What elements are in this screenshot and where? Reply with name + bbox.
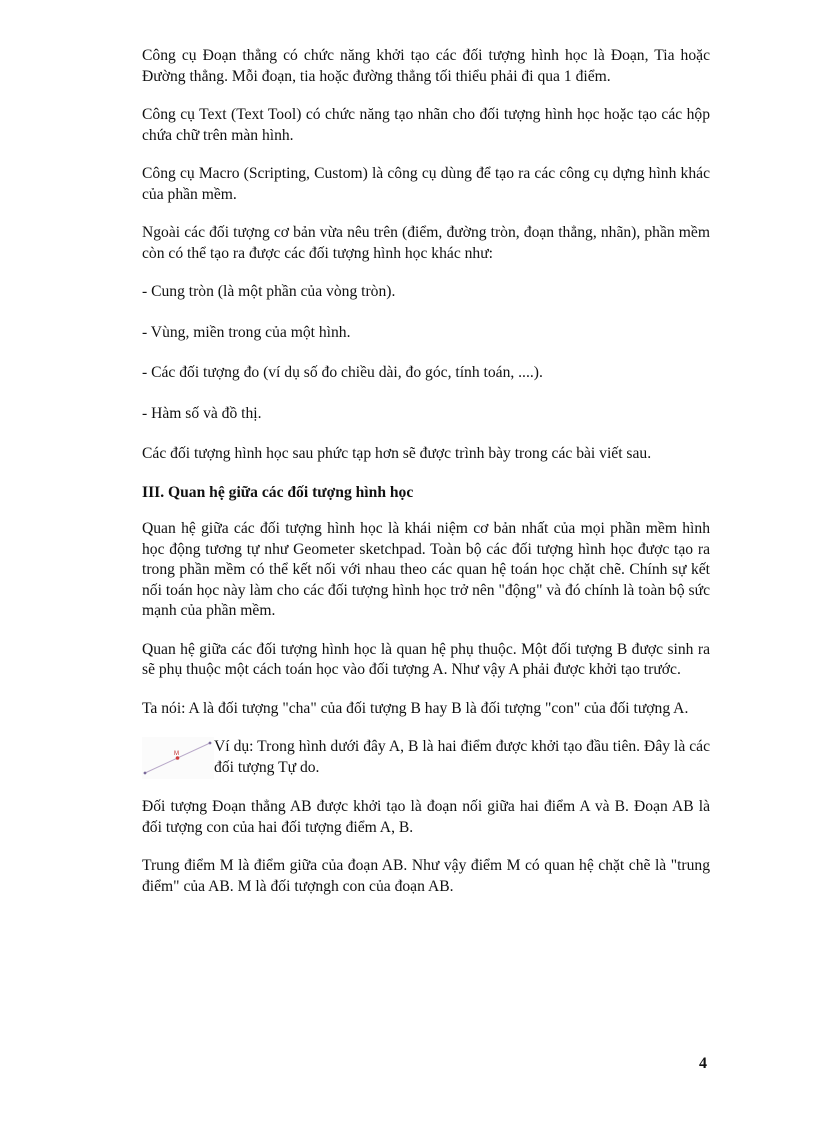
paragraph: Quan hệ giữa các đối tượng hình học là quan hệ phụ thuộc. Một đối tượng B được sinh ra sẽ phụ thuộc một cách toán học vào đối tượng A. Như vậy A phải được khởi tạo trước. xyxy=(142,640,710,678)
paragraph: Công cụ Text (Text Tool) có chức năng tạo nhãn cho đối tượng hình học hoặc tạo các hộp chứa chữ trên màn hình. xyxy=(142,106,710,144)
example-block xyxy=(142,737,710,779)
list-item: - Hàm số và đồ thị. xyxy=(142,404,262,422)
point-m-label: M xyxy=(174,751,179,757)
paragraph: Ngoài các đối tượng cơ bản vừa nêu trên (điểm, đường tròn, đoạn thẳng, nhãn), phần mềm còn có thể tạo ra được các đối tượng hình học khác như: xyxy=(142,224,710,262)
list-item: - Cung tròn (là một phần của vòng tròn). xyxy=(142,283,396,300)
segment-figure xyxy=(142,737,214,779)
paragraph: Công cụ Macro (Scripting, Custom) là công cụ dùng để tạo ra các công cụ dựng hình khác của phần mềm. xyxy=(142,165,710,203)
paragraph: Quan hệ giữa các đối tượng hình học là khái niệm cơ bản nhất của mọi phần mềm hình học động tương tự như Geometer sketchpad. Toàn bộ các đối tượng hình học được tạo ra trong phần mềm có thể kết nối với nhau theo các quan hệ toán học chặt chẽ. Chính sự kết nối toán học này làm cho các đối tượng hình học trở nên "động" và đó chính là toàn bộ sức mạnh của phần mềm. xyxy=(142,520,710,619)
list-item: - Các đối tượng đo (ví dụ số đo chiều dài, đo góc, tính toán, ....). xyxy=(142,364,543,381)
paragraph: Đối tượng Đoạn thẳng AB được khởi tạo là đoạn nối giữa hai điểm A và B. Đoạn AB là đối tượng con của hai đối tượng điểm A, B. xyxy=(142,798,710,836)
paragraph: Ta nói: A là đối tượng "cha" của đối tượng B hay B là đối tượng "con" của đối tượng A. xyxy=(142,699,689,717)
paragraph: Các đối tượng hình học sau phức tạp hơn sẽ được trình bày trong các bài viết sau. xyxy=(142,445,652,462)
page-body xyxy=(142,46,710,915)
point-a xyxy=(144,772,147,775)
list-item: - Vùng, miền trong của một hình. xyxy=(142,323,351,341)
paragraph: Công cụ Đoạn thẳng có chức năng khởi tạo các đối tượng hình học là Đoạn, Tia hoặc Đường thẳng. Mỗi đoạn, tia hoặc đường thẳng tối thiểu phải đi qua 1 điểm. xyxy=(142,47,710,85)
point-b xyxy=(209,742,212,745)
paragraph: Trung điểm M là điểm giữa của đoạn AB. Như vậy điểm M có quan hệ chặt chẽ là "trung điểm" của AB. M là đối tượngh con của đoạn AB. xyxy=(142,857,710,895)
section-heading: III. Quan hệ giữa các đối tượng hình học xyxy=(142,483,414,501)
example-text: Ví dụ: Trong hình dưới đây A, B là hai điểm được khởi tạo đầu tiên. Đây là các đối tượng Tự do. xyxy=(214,738,710,776)
page-number: 4 xyxy=(699,1055,707,1072)
